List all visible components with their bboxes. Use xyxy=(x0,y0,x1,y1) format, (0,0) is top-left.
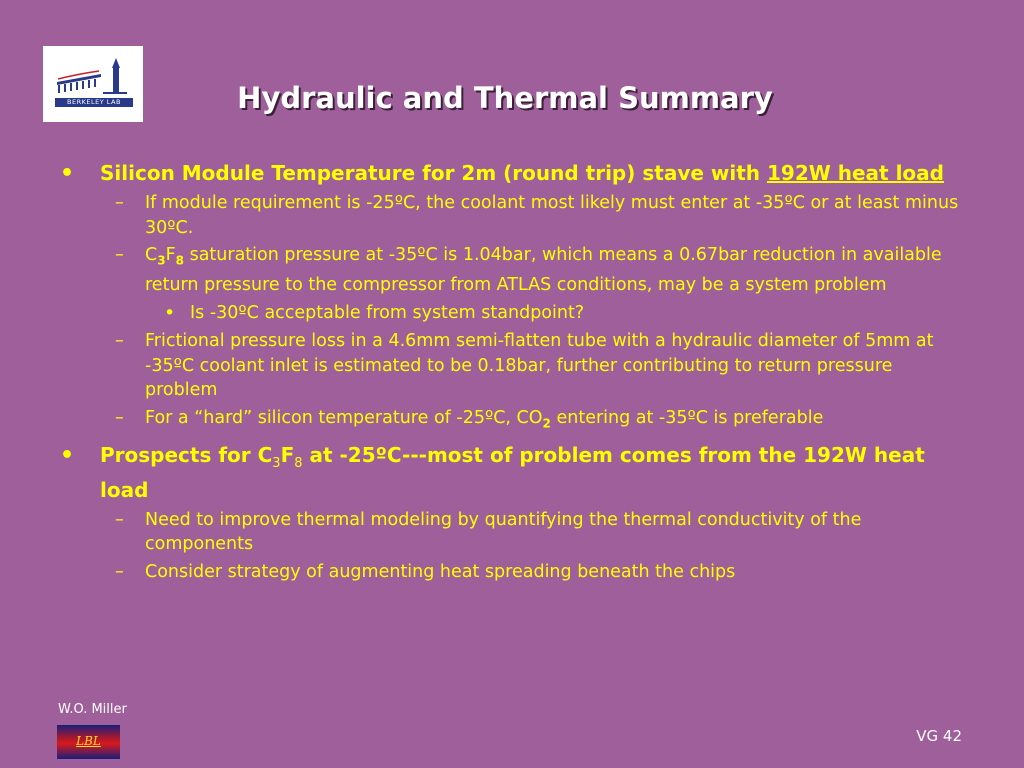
sub-bullet-text-after: entering at -35ºC is preferable xyxy=(550,407,824,428)
sub-bullet-saturation-pressure xyxy=(60,243,970,298)
formula-f: F xyxy=(165,245,176,265)
formula-c-subscript: 3 xyxy=(157,253,166,268)
bullet-text-after: at -25ºC---most of problem comes from the 192W heat load xyxy=(100,442,925,502)
formula-f-subscript: 8 xyxy=(294,455,303,471)
bullet-text-before: Prospects for C xyxy=(100,442,273,467)
dash-icon: – xyxy=(115,193,124,213)
sub-bullet-frictional-pressure xyxy=(60,329,970,403)
bullet-dot-icon: • xyxy=(164,301,176,324)
sub-bullet-heat-spreading xyxy=(60,560,970,585)
sub-bullet-text-before: For a “hard” silicon temperature of -25ºC, CO xyxy=(145,407,543,428)
formula-f-subscript: 8 xyxy=(175,253,185,268)
bullet-prospects xyxy=(60,442,970,504)
dash-icon: – xyxy=(115,245,124,265)
dash-icon: – xyxy=(115,509,124,530)
dash-icon: – xyxy=(115,561,124,582)
dash-icon: – xyxy=(115,331,124,351)
formula-c-subscript: 3 xyxy=(272,455,281,471)
formula-f: F xyxy=(280,442,295,467)
slide-content xyxy=(60,160,970,587)
footer-logo-text: LBL xyxy=(76,734,101,748)
slide-title: Hydraulic and Thermal Summary xyxy=(237,81,773,115)
bullet-dot-icon: • xyxy=(60,161,75,186)
bullet-underlined-text: 192W heat load xyxy=(766,161,944,185)
bullet-silicon-module-temperature xyxy=(60,160,970,187)
page-number: VG 42 xyxy=(916,727,962,745)
sub-bullet-module-requirement xyxy=(60,191,970,240)
sub-sub-bullet-acceptable xyxy=(60,301,970,326)
co2-subscript: 2 xyxy=(542,416,551,430)
sub-bullet-thermal-modeling xyxy=(60,508,970,557)
logo-text: BERKELEY LAB xyxy=(67,98,121,106)
dash-icon: – xyxy=(115,407,124,428)
sub-bullet-text: Consider strategy of augmenting heat spreading beneath the chips xyxy=(145,561,736,582)
sub-bullet-text: saturation pressure at -35ºC is 1.04bar, which means a 0.67bar reduction in available return pressure to the compressor from ATLAS conditions, may be a system problem xyxy=(145,245,942,295)
sub-sub-bullet-text: Is -30ºC acceptable from system standpoint? xyxy=(190,302,585,323)
sub-bullet-hard-silicon xyxy=(60,406,970,436)
sub-bullet-text: Frictional pressure loss in a 4.6mm semi-flatten tube with a hydraulic diameter of 5mm at -35ºC coolant inlet is estimated to be 0.18bar, further contributing to return pressure problem xyxy=(145,331,934,400)
sub-bullet-text: Need to improve thermal modeling by quantifying the thermal conductivity of the components xyxy=(145,509,862,554)
bullet-dot-icon: • xyxy=(60,442,75,468)
formula-c: C xyxy=(145,245,158,265)
sub-bullet-text: If module requirement is -25ºC, the coolant most likely must enter at -35ºC or at least minus 30ºC. xyxy=(145,193,959,238)
lbl-footer-logo xyxy=(57,725,120,759)
footer-author: W.O. Miller xyxy=(58,702,127,717)
bullet-text: Silicon Module Temperature for 2m (round trip) stave with xyxy=(100,161,767,185)
